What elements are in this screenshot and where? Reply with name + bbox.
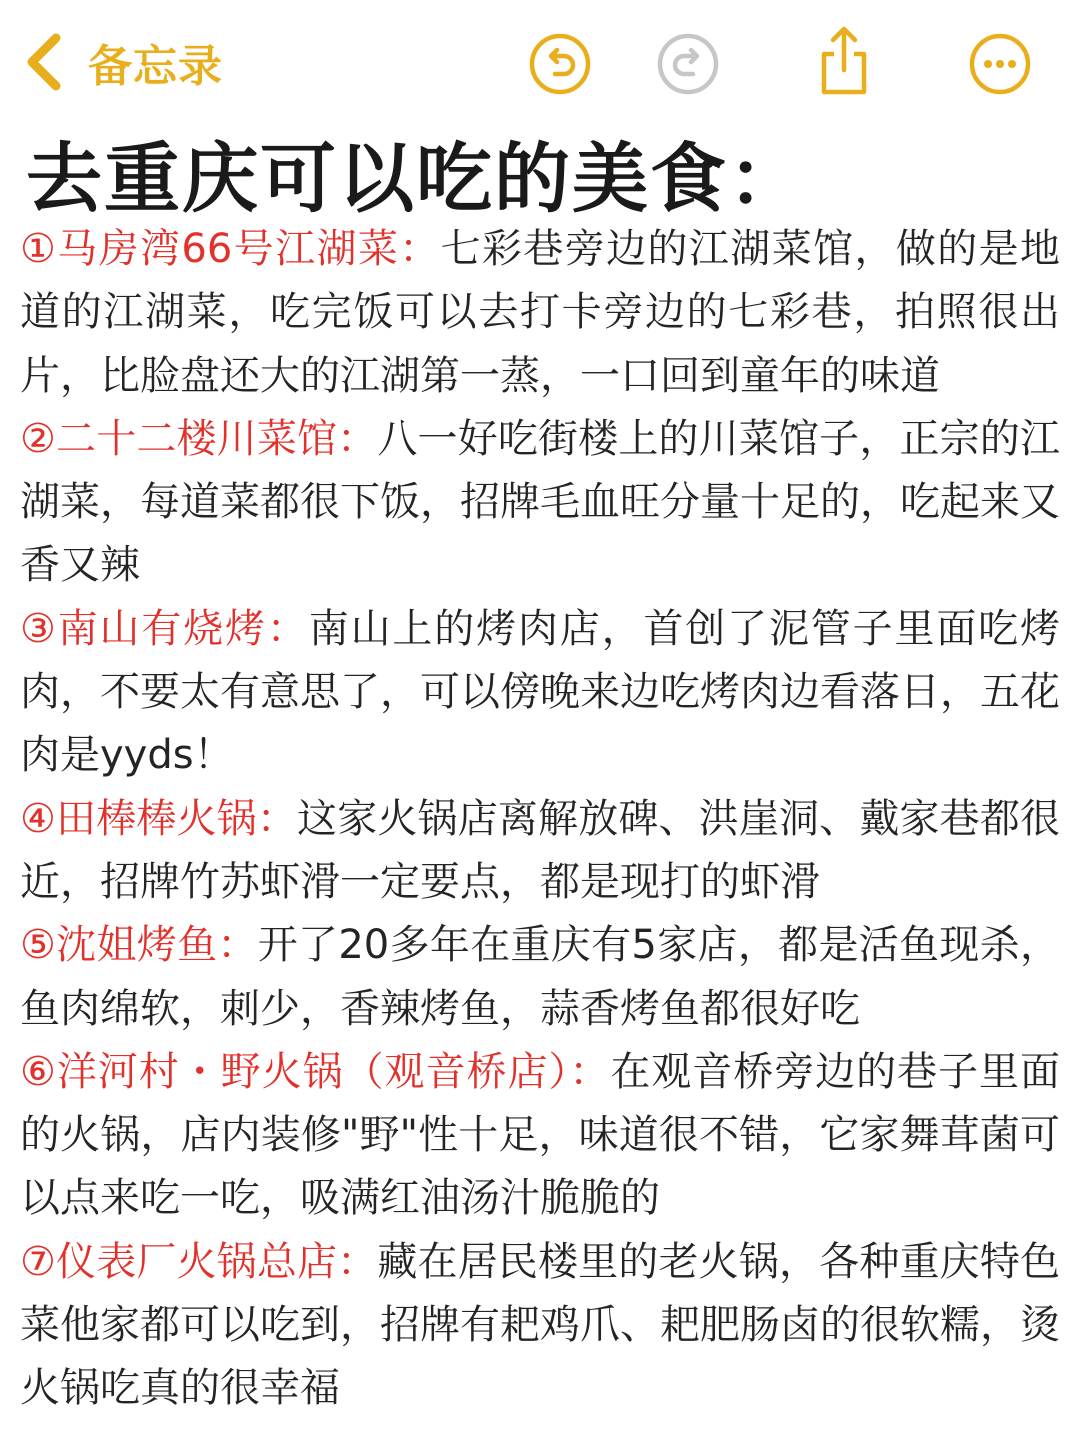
redo-button[interactable]	[656, 32, 720, 96]
undo-button[interactable]	[528, 32, 592, 96]
note-title: 去重庆可以吃的美食：	[26, 134, 806, 223]
restaurant-description: 藏在居民楼里的老火锅，各种重庆特色菜他家都可以吃到，招牌有耙鸡爪、耙肥肠卤的很软糯，烫火锅吃真的很幸福	[20, 1238, 1061, 1412]
restaurant-description: 八一好吃街楼上的川菜馆子，正宗的江湖菜，每道菜都很下饭，招牌毛血旺分量十足的，吃起来又香又辣	[20, 415, 1061, 589]
restaurant-entry	[20, 1041, 1060, 1231]
restaurant-entry	[20, 1231, 1060, 1421]
restaurant-description: 南山上的烤肉店，首创了泥管子里面吃烤肉，不要太有意思了，可以傍晚来边吃烤肉边看落日，五花肉是yyds！	[20, 605, 1061, 779]
restaurant-description: 这家火锅店离解放碑、洪崖洞、戴家巷都很近，招牌竹苏虾滑一定要点，都是现打的虾滑	[20, 795, 1061, 905]
chevron-left-icon	[22, 32, 66, 92]
back-label: 备忘录	[88, 41, 223, 92]
restaurant-name: ⑥洋河村・野火锅（观音桥店）：	[20, 1048, 611, 1095]
redo-icon	[656, 32, 720, 96]
share-button[interactable]	[812, 24, 876, 98]
restaurant-description: 在观音桥旁边的巷子里面的火锅，店内装修"野"性十足，味道很不错，它家舞茸菌可以点来吃一吃，吸满红油汤汁脆脆的	[20, 1048, 1060, 1222]
back-button[interactable]	[22, 30, 223, 94]
restaurant-entry	[20, 788, 1060, 915]
more-button[interactable]	[968, 32, 1032, 96]
more-icon	[968, 32, 1032, 96]
share-icon	[812, 24, 876, 98]
restaurant-name: ⑦仪表厂火锅总店：	[20, 1238, 378, 1285]
note-body[interactable]	[20, 218, 1060, 1421]
restaurant-entry	[20, 914, 1060, 1041]
restaurant-entry	[20, 408, 1060, 598]
restaurant-description: 开了20多年在重庆有5家店，都是活鱼现杀，鱼肉绵软，刺少，香辣烤鱼，蒜香烤鱼都很好吃	[20, 922, 1060, 1032]
restaurant-entry	[20, 598, 1060, 788]
restaurant-description: 七彩巷旁边的江湖菜馆，做的是地道的江湖菜，吃完饭可以去打卡旁边的七彩巷，拍照很出片，比脸盘还大的江湖第一蒸，一口回到童年的味道	[20, 226, 1060, 399]
restaurant-name: ①马房湾66号江湖菜：	[20, 226, 441, 272]
restaurant-name: ⑤沈姐烤鱼：	[20, 922, 258, 969]
restaurant-name: ④田棒棒火锅：	[20, 795, 298, 842]
restaurant-name: ②二十二楼川菜馆：	[20, 415, 378, 462]
restaurant-entry	[20, 218, 1060, 408]
restaurant-name: ③南山有烧烤：	[20, 605, 309, 652]
navigation-bar	[0, 0, 1080, 120]
undo-icon	[528, 32, 592, 96]
